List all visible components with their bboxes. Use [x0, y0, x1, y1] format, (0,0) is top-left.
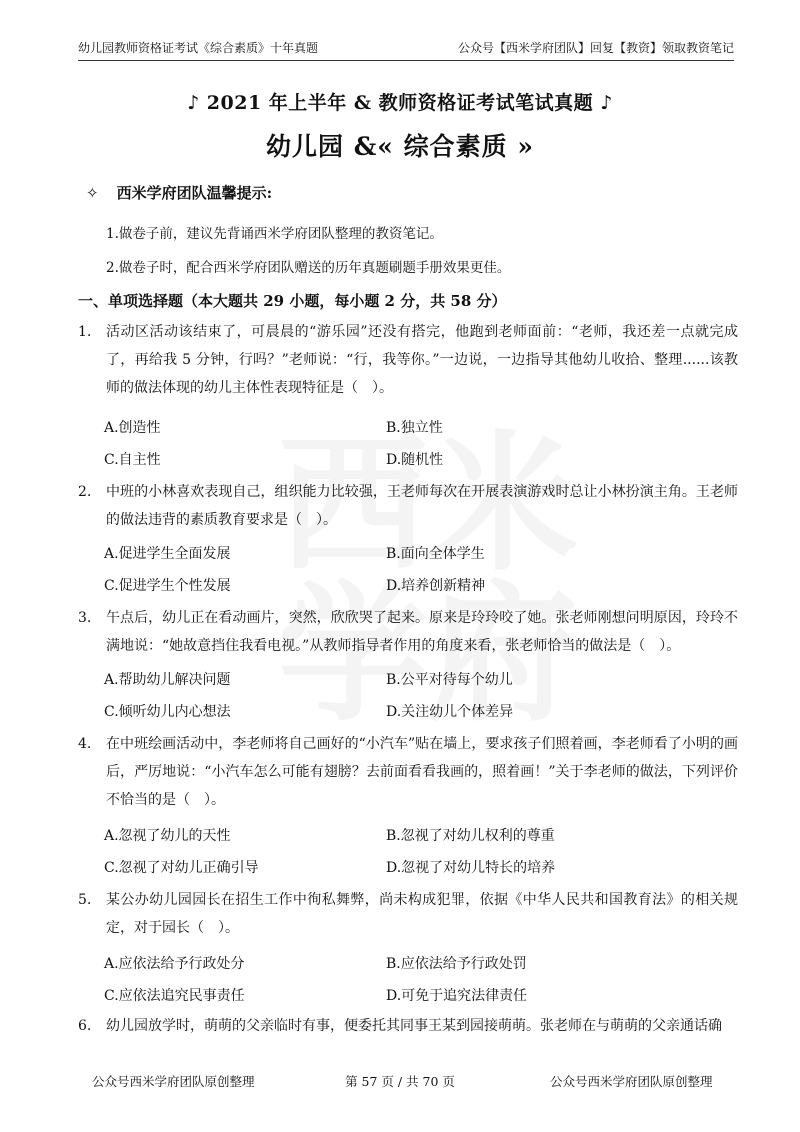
sparkle-icon: ✧: [86, 183, 99, 202]
question-number: 3.: [78, 610, 92, 626]
tip-item: 2.做卷子时，配合西米学府团队赠送的历年真题刷题手册效果更佳。: [106, 260, 511, 276]
option-a: A.应依法给予行政处分: [104, 956, 245, 972]
question-5: [78, 886, 738, 942]
option-c: C.倾听幼儿内心想法: [104, 704, 231, 720]
question-text: 活动区活动该结束了，可晨晨的“游乐园”还没有搭完，他跑到老师面前：“老师，我还差一点就完成了，再给我 5 分钟，行吗？”老师说：“行，我等你。”一边说，一边指导其他幼儿收拾、整理......该教师的做法体现的幼儿主体性表现特征是（ ）。: [106, 324, 738, 396]
option-a: A.创造性: [104, 420, 161, 436]
option-a: A.帮助幼儿解决问题: [104, 672, 231, 688]
section-heading: 一、单项选择题（本大题共 29 小题，每小题 2 分，共 58 分）: [78, 292, 507, 310]
question-4: [78, 730, 738, 814]
footer-left: 公众号西米学府团队原创整理: [92, 1074, 255, 1089]
question-text: 中班的小林喜欢表现自己，组织能力比较强，王老师每次在开展表演游戏时总让小林扮演主角。王老师的做法违背的素质教育要求是（ ）。: [106, 484, 738, 528]
header-left: 幼儿园教师资格证考试《综合素质》十年真题: [78, 41, 319, 55]
option-d: D.培养创新精神: [386, 578, 486, 594]
question-text: 某公办幼儿园园长在招生工作中徇私舞弊，尚未构成犯罪，依据《中华人民共和国教育法》的相关规定，对于园长（ ）。: [106, 892, 738, 936]
option-a: A.忽视了幼儿的天性: [104, 828, 231, 844]
question-number: 5.: [78, 892, 92, 908]
question-2: [78, 478, 738, 534]
question-number: 4.: [78, 736, 92, 752]
option-d: D.可免于追究法律责任: [386, 988, 528, 1004]
option-b: B.忽视了对幼儿权利的尊重: [386, 828, 555, 844]
page-header: [78, 40, 734, 61]
question-3: [78, 604, 738, 660]
option-b: B.应依法给予行政处罚: [386, 956, 527, 972]
question-number: 2.: [78, 484, 92, 500]
question-6: [78, 1012, 738, 1040]
question-number: 6.: [78, 1018, 92, 1034]
option-c: C.促进学生个性发展: [104, 578, 231, 594]
header-right: 公众号【西米学府团队】回复【教资】领取教资笔记: [457, 41, 734, 55]
tips-heading-text: 西米学府团队温馨提示:: [116, 184, 273, 202]
option-d: D.忽视了对幼儿特长的培养: [386, 860, 556, 876]
question-text: 午点后，幼儿正在看动画片，突然，欣欣哭了起来。原来是玲玲咬了她。张老师刚想问明原因，玲玲不满地说：“她故意挡住我看电视。”从教师指导者作用的角度来看，张老师恰当的做法是（ ）。: [106, 610, 738, 654]
option-c: C.自主性: [104, 452, 161, 468]
subject-title: 幼儿园 &« 综合素质 »: [266, 132, 534, 161]
tip-item: 1.做卷子前，建议先背诵西米学府团队整理的教资笔记。: [106, 226, 443, 242]
option-b: B.独立性: [386, 420, 443, 436]
question-text: 幼儿园放学时，萌萌的父亲临时有事，便委托其同事王某到园接萌萌。张老师在与萌萌的父亲通话确: [106, 1018, 722, 1034]
footer-right: 公众号西米学府团队原创整理: [550, 1074, 713, 1089]
option-c: C.应依法追究民事责任: [104, 988, 245, 1004]
question-1: [78, 318, 738, 402]
option-b: B.公平对待每个幼儿: [386, 672, 513, 688]
option-b: B.面向全体学生: [386, 546, 485, 562]
page-number: 第 57 页 / 共 70 页: [345, 1074, 455, 1089]
option-c: C.忽视了对幼儿正确引导: [104, 860, 259, 876]
option-d: D.随机性: [386, 452, 444, 468]
option-a: A.促进学生全面发展: [104, 546, 231, 562]
tips-heading: [86, 182, 272, 203]
exam-title: ♪ 2021 年上半年 & 教师资格证考试笔试真题 ♪: [187, 92, 613, 114]
question-text: 在中班绘画活动中，李老师将自己画好的“小汽车”贴在墙上，要求孩子们照着画，李老师看了小明的画后，严厉地说：“小汽车怎么可能有翅膀？去前面看看我画的，照着画！”关于李老师的做法，下列评价不恰当的是（ ）。: [106, 736, 738, 808]
question-number: 1.: [78, 324, 92, 340]
option-d: D.关注幼儿个体差异: [386, 704, 514, 720]
